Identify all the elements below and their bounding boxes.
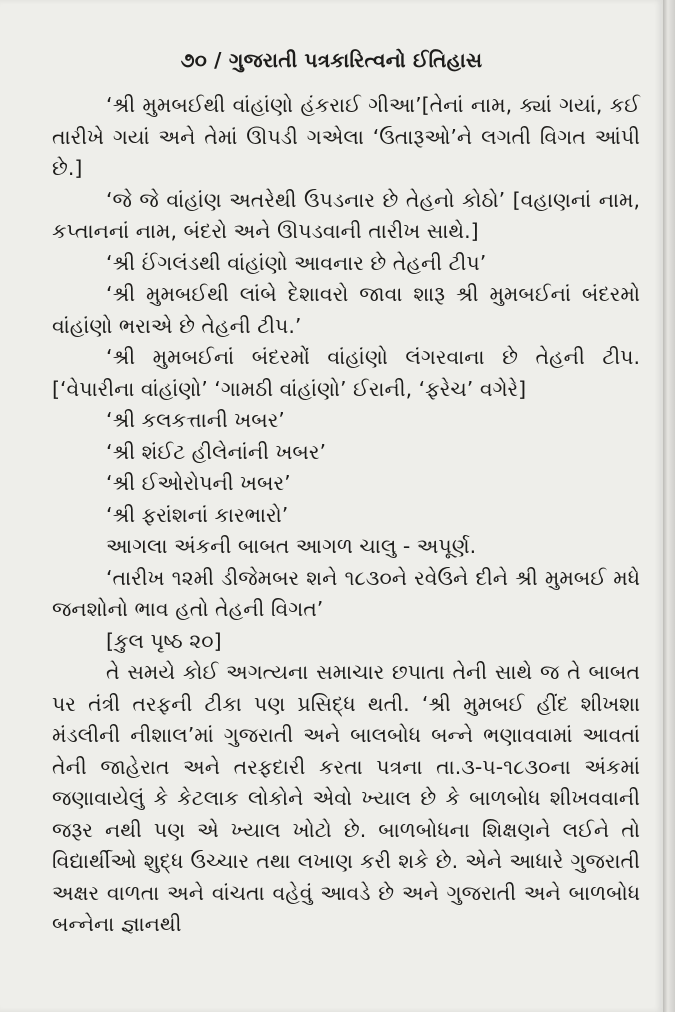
paragraph-continued-topic: આગલા અંકની બાબત આગળ ચાલુ - અપૂર્ણ. bbox=[106, 534, 477, 558]
paragraph-calcutta-news: ‘શ્રી કલકત્તાની ખબર’ bbox=[106, 408, 285, 432]
paragraph-commodity-prices: ‘તારીખ ૧૨મી ડીજેમબર શને ૧૮૩૦ને રવેઉને દીને શ્રી મુમબઈ મધે જનશોનો ભાવ હતો તેહની વિગત’ bbox=[52, 565, 640, 621]
paragraph-st-helena-news: ‘શ્રી શંઈટ હીલેનાંની ખબર’ bbox=[106, 439, 326, 464]
paragraph-europe-news: ‘શ્રી ઈઓરોપની ખબર’ bbox=[106, 471, 291, 495]
paragraph-total-pages: [કુલ પૃષ્ઠ ૨૦] bbox=[106, 628, 222, 653]
paragraph-departing-ships-table: ‘જે જે વાંહાંણ અતરેથી ઉપડનાર છે તેહનો કોઠો’ [વહાણનાં નામ, કપ્તાનનાં નામ, બંદરો અને ઊપડવાની તારીખ સાથે.] bbox=[52, 187, 640, 243]
paragraph-anchoring-ships: ‘શ્રી મુમબઈનાં બંદરમોં વાંહાંણો લંગરવાના છે તેહની ટીપ. [‘વેપારીના વાંહાંણો’ ‘ગામઠી વાંહાંણો’ ઈરાની, ‘ફરેચ’ વગેરે] bbox=[52, 345, 640, 401]
book-spine-edge bbox=[663, 0, 675, 1012]
running-header: ૭૦ / ગુજરાતી પત્રકારિત્વનો ઈતિહાસ bbox=[180, 48, 483, 72]
paragraph-editorial-commentary: તે સમયે કોઈ અગત્યના સમાચાર છપાતા તેની સાથે જ તે બાબત પર તંત્રી તરફની ટીકા પણ પ્રસિદ્ધ થતી. ‘શ્રી મુમબઈ હીંદ શીખશા મંડલીની નીશાલ’માં ગુજરાતી અને બાલબોધ બન્ને ભણાવવામાં આવતાં તેની જાહેરાત અને તરફદારી કરતા પત્રના તા.૩-૫-૧૮૩૦ના અંકમાં જણાવાયેલું કે કેટલાક લોકોને એવો ખ્યાલ છે કે બાળબોધ શીખવવાની જરૂર નથી પણ એ ખ્યાલ ખોટો છે. બાળબોધના શિક્ષણને લઈને તો વિદ્યાર્થીઓ શુદ્ધ ઉચ્ચાર તથા લખાણ કરી શકે છે. એને આધારે ગુજરાતી અક્ષર વાળતા અને વાંચતા વહેવું આવડે છે અને ગુજરાતી અને બાળબોધ બન્નેના જ્ઞાનથી bbox=[52, 660, 640, 936]
paragraph-france-affairs: ‘શ્રી ફરાંશનાં કારભારો’ bbox=[106, 502, 289, 527]
paragraph-england-ships-list: ‘શ્રી ઈંગલંડથી વાંહાંણો આવનાર છે તેહની ટીપ’ bbox=[106, 250, 487, 275]
page-body bbox=[52, 90, 640, 941]
paragraph-long-distance-ships: ‘શ્રી મુમબઈથી લાંબે દેશાવરો જાવા શારૂ શ્રી મુમબઈનાં બંદરમો વાંહાંણો ભરાએ છે તેહની ટીપ.’ bbox=[52, 282, 640, 338]
paragraph-departed-ships: ‘શ્રી મુમબઈથી વાંહાંણો હંકરાઈ ગીઆ’[તેનાં નામ, ક્યાં ગયાં, કઈ તારીખે ગયાં અને તેમાં ઊપડી ગએલા ‘ઉતારૂઓ’ને લગતી વિગત આંપી છે.] bbox=[52, 93, 640, 180]
